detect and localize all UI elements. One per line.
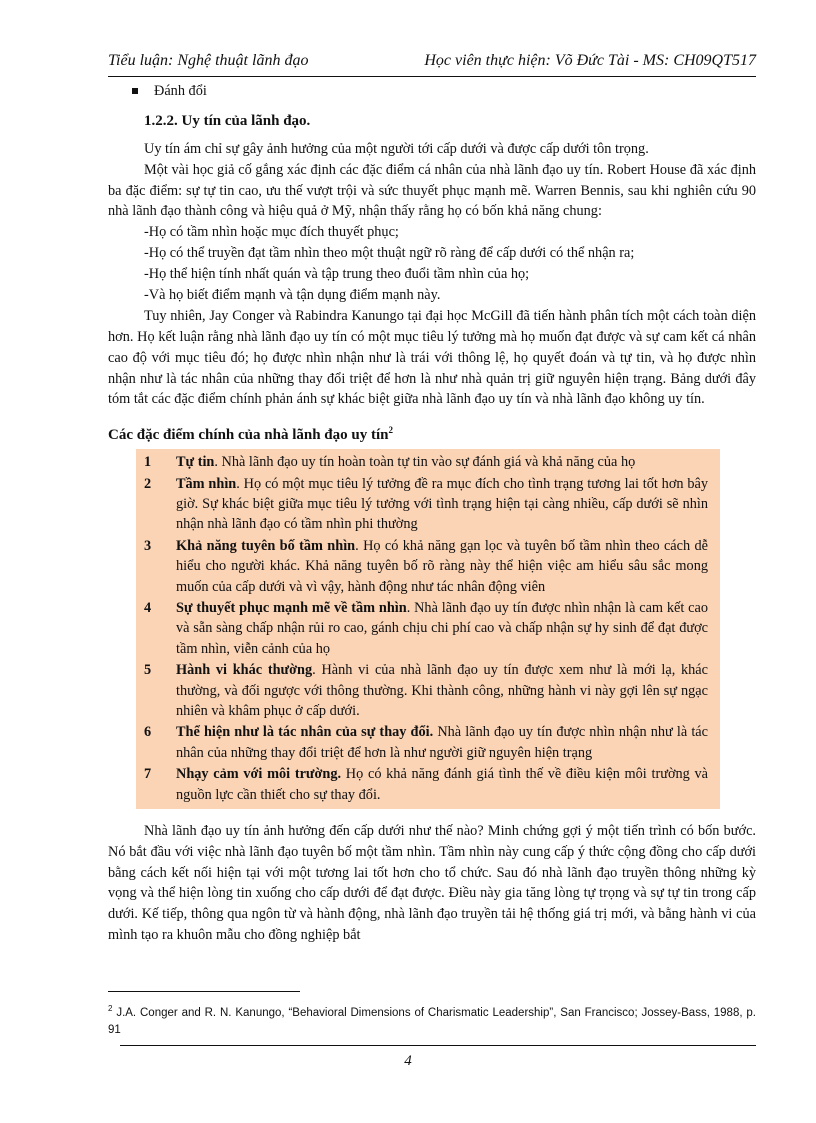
paragraph-2: Một vài học giả cố gắng xác định các đặc điểm cá nhân của nhà lãnh đạo uy tín. Robert House đã xác định ba đặc điểm: sự tự tin cao, ưu thế vượt trội và sức thuyết phục mạnh mẽ. Warren Bennis, sau khi nghiên cứu 90 nhà lãnh đạo thành công và hiệu quả ở Mỹ, nhận thấy rằng họ có bốn khả năng chung:	[108, 161, 756, 220]
paragraph-3: Tuy nhiên, Jay Conger và Rabindra Kanungo tại đại học McGill đã tiến hành phân tích một cách toàn diện hơn. Họ kết luận rằng nhà lãnh đạo uy tín có một mục tiêu lý tưởng mà họ muốn đạt được và sự cam kết cá nhân cao độ với mục tiêu đó; họ được nhìn nhận như là trái với thông lệ, họ quyết đoán và tự tin, và họ được nhìn nhận như là tác nhân của những thay đổi triệt để hơn là như nhà quản trị giữ nguyên hiện trạng. Bảng dưới đây tóm tắt các đặc điểm chính phản ánh sự khác biệt giữa nhà lãnh đạo uy tín và nhà lãnh đạo không uy tín.	[108, 308, 756, 408]
trait-row	[136, 452, 720, 473]
trait-description: . Hành vi của nhà lãnh đạo uy tín được xem như là mới lạ, khác thường, và đối ngược với thông thường. Khi thành công, những hành vi này gợi lên sự ngạc nhiên và khâm phục ở cấp dưới.	[176, 662, 708, 720]
ability-list	[108, 222, 756, 306]
paragraph-1: Uy tín ám chỉ sự gây ảnh hưởng của một người tới cấp dưới và được cấp dưới tôn trọng.	[144, 141, 649, 157]
trait-text	[176, 474, 720, 535]
footnote-separator	[108, 991, 300, 992]
trait-text	[176, 452, 720, 472]
trait-description: . Họ có một mục tiêu lý tưởng đề ra mục đích cho tình trạng tương lai tốt hơn bây giờ. Sự khác biệt giữa mục tiêu lý tưởng với tình trạng hiện tại càng nhiều, cấp dưới sẽ nhìn nhận nhà lãnh đạo có tầm nhìn phi thường	[176, 475, 708, 533]
footnote-marker: 2	[108, 1004, 113, 1013]
trait-term: Tầm nhìn	[176, 475, 237, 492]
list-item: -Họ thể hiện tính nhất quán và tập trung theo đuổi tầm nhìn của họ;	[144, 266, 530, 283]
header-author: Học viên thực hiện: Võ Đức Tài - MS: CH09QT517	[424, 52, 756, 69]
trait-term: Thể hiện như là tác nhân của sự thay đổi.	[176, 724, 434, 741]
trait-row	[136, 764, 720, 806]
trait-row	[136, 536, 720, 598]
footnote-ref[interactable]: 2	[388, 425, 393, 436]
trait-text	[176, 764, 720, 805]
trait-description: Họ có khả năng đánh giá tình thế về điều kiện môi trường và nguồn lực cần thiết cho sự thay đổi.	[176, 766, 709, 803]
bullet-item	[132, 80, 756, 102]
trait-text	[176, 598, 720, 659]
trait-description: Nhà lãnh đạo uy tín được nhìn nhận như là tác nhân của những thay đổi triệt để hơn là như người giữ nguyên hiện trạng	[176, 724, 709, 761]
trait-number: 6	[144, 724, 152, 741]
trait-term: Sự thuyết phục mạnh mẽ về tầm nhìn	[176, 600, 407, 617]
trait-text	[176, 660, 720, 721]
footer-rule	[120, 1045, 756, 1046]
section-heading: 1.2.2. Uy tín của lãnh đạo.	[144, 113, 311, 129]
trait-term: Tự tin	[176, 454, 215, 471]
trait-description: . Họ có khả năng gạn lọc và tuyên bố tầm nhìn theo cách dễ hiểu cho người khác. Khả năng tuyên bố rõ ràng này thể hiện việc am hiểu sâu sắc mong muốn của cấp dưới và vì vậy, hành động như tác nhân động viên	[176, 537, 708, 595]
list-item: -Và họ biết điểm mạnh và tận dụng điểm mạnh này.	[144, 287, 441, 304]
header-rule	[108, 76, 756, 77]
trait-text	[176, 722, 720, 763]
bullet-text: Đánh đổi	[154, 83, 207, 99]
table-title	[108, 419, 756, 446]
trait-number: 4	[144, 600, 152, 617]
paragraph-4: Nhà lãnh đạo uy tín ảnh hưởng đến cấp dưới như thế nào? Minh chứng gợi ý một tiến trình có bốn bước. Nó bắt đầu với việc nhà lãnh đạo tuyên bố một tầm nhìn. Tầm nhìn này cung cấp ý thức cộng đồng cho cấp dưới bằng cách kết nối hiện tại với một tương lai tốt hơn cho tổ chức. Sau đó nhà lãnh đạo truyền thông những kỳ vọng và thể hiện lòng tin xuống cho cấp dưới để đạt được. Điều này gia tăng lòng tự trọng và sự tự tin trong cấp dưới. Kế tiếp, thông qua ngôn từ và hành động, nhà lãnh đạo truyền tải hệ thống giá trị mới, và bằng hành vi của mình tạo ra khuôn mẫu cho đồng nghiệp bắt	[108, 823, 756, 944]
trait-description: . Nhà lãnh đạo uy tín hoàn toàn tự tin vào sự đánh giá và khả năng của họ	[214, 454, 636, 471]
footnote	[108, 1000, 756, 1039]
trait-term: Khả năng tuyên bố tầm nhìn	[176, 537, 356, 554]
header-title: Tiểu luận: Nghệ thuật lãnh đạo	[108, 52, 309, 69]
document-body	[108, 80, 756, 946]
trait-term: Nhạy cảm với môi trường.	[176, 766, 342, 783]
trait-number: 1	[144, 454, 152, 471]
trait-row	[136, 660, 720, 722]
trait-row	[136, 474, 720, 536]
square-bullet-icon	[132, 88, 138, 94]
trait-number: 5	[144, 662, 152, 679]
trait-row	[136, 598, 720, 660]
footnote-text: J.A. Conger and R. N. Kanungo, “Behavioral Dimensions of Charismatic Leadership”, San Francisco; Jossey-Bass, 1988, p. 91	[108, 1006, 756, 1036]
list-item: -Họ có tầm nhìn hoặc mục đích thuyết phục;	[144, 224, 399, 241]
table-title-text: Các đặc điểm chính của nhà lãnh đạo uy tín	[108, 427, 389, 444]
trait-number: 2	[144, 475, 152, 492]
trait-description: . Nhà lãnh đạo uy tín được nhìn nhận là cam kết cao và sẵn sàng chấp nhận rủi ro cao, gánh chịu chi phí cao và chấp nhận sự hy sinh để đạt được tầm nhìn, viễn cảnh của họ	[176, 600, 708, 657]
trait-number: 3	[144, 537, 152, 554]
page-number: 4	[404, 1053, 412, 1069]
page-header	[108, 51, 756, 71]
list-item: -Họ có thể truyền đạt tầm nhìn theo một thuật ngữ rõ ràng để cấp dưới có thể nhận ra;	[144, 245, 635, 262]
trait-number: 7	[144, 766, 152, 783]
trait-text	[176, 536, 720, 597]
trait-row	[136, 722, 720, 764]
traits-table	[136, 449, 720, 809]
trait-term: Hành vi khác thường	[176, 662, 313, 679]
